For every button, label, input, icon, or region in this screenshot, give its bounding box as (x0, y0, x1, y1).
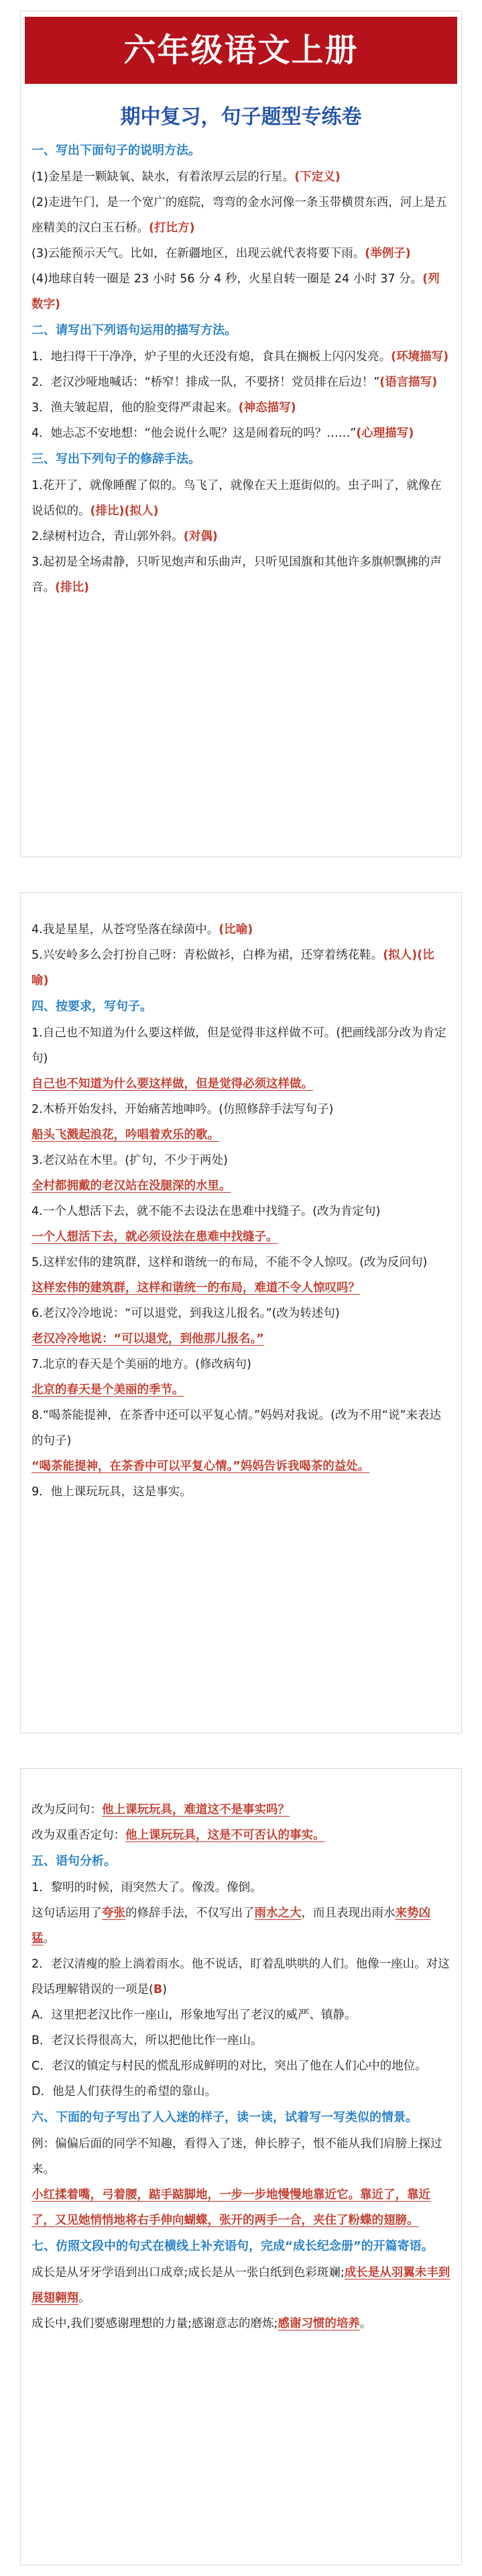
answer-text: (环境描写) (391, 350, 449, 364)
question-text: 3.起初是全场肃静，只听见炮声和乐曲声，只听见国旗和其他许多旗帜飘拂的声音。(排比) (32, 555, 442, 594)
answer-line: 北京的春天是个美丽的季节。 (32, 1383, 184, 1397)
question-text: 3.老汉站在木里。(扩句，不少于两处) (32, 1154, 228, 1167)
question-text: 8.“喝茶能提神，在茶香中还可以平复心情。”妈妈对我说。(改为不用“说”来表达的句子) (32, 1409, 442, 1448)
answer-line: 船头飞溅起浪花，吟唱着欢乐的歌。 (32, 1128, 219, 1142)
question-text: 成长是从牙牙学语到出口成章;成长是从一张白纸到色彩斑斓;成长是从羽翼未丰到展翅翱翔。 (32, 2266, 450, 2305)
answer-line: 全村都拥戴的老汉站在没腿深的水里。 (32, 1179, 231, 1193)
answer-text: (举例子) (365, 247, 411, 260)
option-c: C．老汉的镇定与村民的慌乱形成鲜明的对比，突出了他在人们心中的地位。 (32, 2059, 427, 2073)
question-text: 成长中,我们要感谢理想的力量;感谢意志的磨炼;感谢习惯的培养。 (32, 2317, 372, 2330)
question-text: 4.我是星星，从苍穹坠落在绿茵中。(比喻) (32, 923, 253, 936)
answer-line: 小红揉着嘴，弓着腰，踮手踮脚地，一步一步地慢慢地靠近它。靠近了，靠近了，又见她悄悄地将右手伸向蝴蝶，张开的两手一合，夹住了粉蝶的翅膀。 (32, 2188, 430, 2227)
answer-line: 老汉冷冷地说：“可以退党，到他那儿报名。” (32, 1332, 264, 1346)
question-text: 4．她忐忑不安地想：“他会说什么呢？这是闹着玩的吗？……”(心理描写) (32, 427, 414, 440)
section-3-heading: 三、写出下列句子的修辞手法。 (32, 452, 200, 466)
answer-line: 这样宏伟的建筑群，这样和谐统一的布局，难道不令人惊叹吗？ (32, 1281, 360, 1295)
question-text: 4.一个人想活下去，就不能不去设法在患难中找缝子。(改为肯定句) (32, 1205, 381, 1218)
answer-text: (语言描写) (379, 376, 438, 389)
section-7-heading: 七、仿照文段中的句式在横线上补充语句，完成“成长纪念册”的开篇寄语。 (32, 2239, 434, 2253)
worksheet-page-3 (20, 1768, 462, 2565)
worksheet-page-1 (20, 11, 462, 857)
option-d: D．他是人们获得生的希望的靠山。 (32, 2085, 217, 2098)
title-banner (25, 17, 457, 84)
answer-text: (排比) (55, 581, 89, 594)
question-text: 2.绿树村边合，青山郭外斜。(对偶) (32, 530, 218, 543)
worksheet-page-2 (20, 892, 462, 1733)
question-text: 1.花开了，就像睡醒了似的。鸟飞了，就像在天上逛街似的。虫子叫了，就像在说话似的。(排比)(拟人) (32, 479, 442, 518)
question-text: 2.木桥开始发抖，开始痛苦地呻吟。(仿照修辞手法写句子) (32, 1103, 334, 1116)
answer-line: 一个人想活下去，就必须设法在患难中找缝子。 (32, 1230, 278, 1244)
question-text: (2)走进午门，是一个宽广的庭院，弯弯的金水河像一条玉带横贯东西，河上是五座精美的汉白玉石桥。(打比方) (32, 196, 447, 235)
section-2-heading: 二、请写出下列语句运用的描写方法。 (32, 323, 237, 337)
option-a: A．这里把老汉比作一座山，形象地写出了老汉的威严、镇静。 (32, 2008, 357, 2022)
choice-answer: B (153, 1983, 163, 1996)
question-text: 1．黎明的时候，雨突然大了。像泼。像倒。 (32, 1881, 262, 1894)
answer-text: (比喻) (219, 923, 253, 936)
section-1-heading: 一、写出下面句子的说明方法。 (32, 144, 200, 158)
question-text: 5.这样宏伟的建筑群，这样和谐统一的布局，不能不令人惊叹。(改为反问句) (32, 1256, 428, 1269)
answer-line: 自己也不知道为什么要这样做，但是觉得必须这样做。 (32, 1077, 313, 1091)
page-title: 六年级语文上册 (123, 32, 359, 69)
answer-text: (列数字) (32, 272, 440, 311)
answer-text: (拟人)(比喻) (32, 949, 434, 987)
question-text: 2．老汉沙哑地喊话：“桥窄！排成一队，不要挤！党员排在后边！”(语言描写) (32, 376, 438, 389)
example-text: 例：偏偏后面的同学不知趣，看得入了迷，伸长脖子，恨不能从我们肩膀上探过来。 (32, 2137, 442, 2176)
answer-line: 改为反问句：他上课玩玩具，难道这不是事实吗？ (32, 1803, 290, 1817)
question-text: 5.兴安岭多么会打扮自己呀：青松做衫，白桦为裙，还穿着绣花鞋。(拟人)(比喻) (32, 949, 434, 987)
answer-text: (排比)(拟人) (90, 504, 159, 518)
answer-line: 改为双重否定句：他上课玩玩具，这是不可否认的事实。 (32, 1829, 325, 1842)
question-text: (4)地球自转一圈是 23 小时 56 分 4 秒，火星自转一圈是 24 小时 37 分。(列数字) (32, 272, 440, 311)
question-text: 3．渔夫皱起眉，他的脸变得严肃起来。(神态描写) (32, 401, 296, 415)
question-text: 6.老汉冷冷地说：“可以退党，到我这儿报名。”(改为转述句) (32, 1307, 340, 1320)
question-text: 2．老汉清瘦的脸上淌着雨水。他不说话，盯着乱哄哄的人们。他像一座山。对这段话理解错误的一项是(B) (32, 1957, 450, 1996)
answer-text: (打比方) (149, 221, 195, 235)
question-text: 7.北京的春天是个美丽的地方。(修改病句) (32, 1358, 251, 1371)
question-text: 1．地扫得干干净净，炉子里的火还没有熄，食具在搁板上闪闪发亮。(环境描写) (32, 350, 449, 364)
section-5-heading: 五、语句分析。 (32, 1854, 116, 1868)
question-text: 9．他上课玩玩具，这是事实。 (32, 1485, 192, 1499)
answer-text: (神态描写) (238, 401, 296, 415)
answer-text: (心理描写) (356, 427, 414, 440)
answer-text: (下定义) (294, 170, 341, 184)
section-6-heading: 六、下面的句子写出了人入迷的样子，读一读，试着写一写类似的情景。 (32, 2110, 418, 2125)
question-text: 这句话运用了夸张的修辞手法，不仅写出了雨水之大，而且表现出雨水来势凶猛。 (32, 1907, 430, 1945)
page-subtitle: 期中复习，句子题型专练卷 (120, 105, 362, 129)
answer-text: (对偶) (183, 530, 218, 543)
question-text: (1)金星是一颗缺氧、缺水，有着浓厚云层的行星。(下定义) (32, 170, 341, 184)
section-4-heading: 四、按要求，写句子。 (32, 1000, 152, 1014)
question-text: 1.自己也不知道为什么要这样做，但是觉得非这样做不可。(把画线部分改为肯定句) (32, 1026, 446, 1065)
question-text: (3)云能预示天气。比如，在新疆地区，出现云就代表将要下雨。(举例子) (32, 247, 411, 260)
option-b: B．老汉长得很高大，所以把他比作一座山。 (32, 2034, 263, 2047)
answer-line: “喝茶能提神，在茶香中可以平复心情。”妈妈告诉我喝茶的益处。 (32, 1460, 370, 1473)
